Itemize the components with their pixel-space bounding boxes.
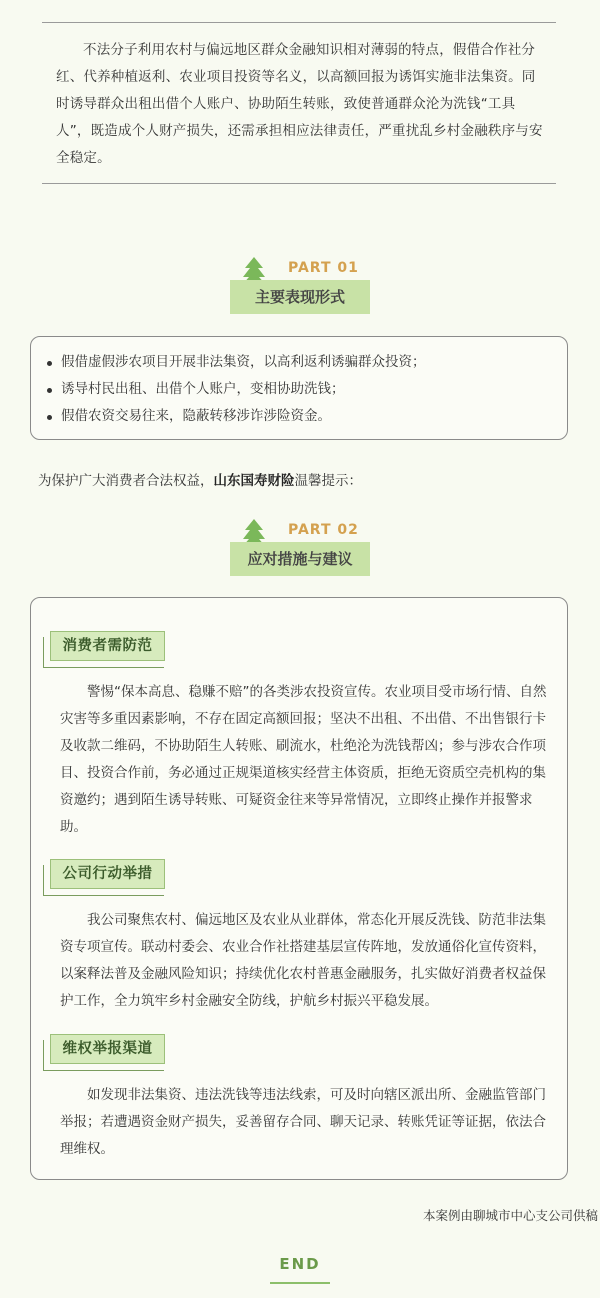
notice-line [38,469,362,489]
list-item: 诱导村民出租、出借个人账户，变相协助洗钱； [61,376,567,403]
section-company-header [43,859,167,897]
section-consumer-title: 消费者需防范 [50,631,165,661]
list-item: 假借虚假涉农项目开展非法集资，以高利返利诱骗群众投资； [61,349,567,376]
section-consumer-text: 警惕“保本高息、稳赚不赔”的各类涉农投资宣传。农业项目受市场行情、自然灾害等多重因素影响，不存在固定高额回报；坚决不出租、不出借、不出售银行卡及收款二维码，不协助陌生人转账、刷流水，杜绝沦为洗钱帮凶；参与涉农合作项目、投资合作前，务必通过正规渠道核实经营主体资质，拒绝无资质空壳机构的集资邀约；遇到陌生诱导转账、可疑资金往来等异常情况，立即终止操作并报警求助。 [60,684,547,835]
part-01-number: PART 01 [288,260,359,276]
notice-suffix: 温馨提示： [294,473,362,489]
end-underline [270,1282,330,1284]
part-01-title: 主要表现形式 [230,280,370,314]
part-01-box [30,336,568,440]
section-report-text: 如发现非法集资、违法洗钱等违法线索，可及时向辖区派出所、金融监管部门举报；若遭遇资金财产损失，妥善留存合同、聊天记录、转账凭证等证据，依法合理维权。 [60,1087,546,1157]
part-02-number: PART 02 [288,522,359,538]
intro-paragraph: 不法分子利用农村与偏远地区群众金融知识相对薄弱的特点，假借合作社分红、代养种植返利、农业项目投资等名义，以高额回报为诱饵实施非法集资。同时诱导群众出租出借个人账户、协助陌生转账，致使普通群众沦为洗钱“工具人”，既造成个人财产损失，还需承担相应法律责任，严重扰乱乡村金融秩序与安全稳定。 [56,42,543,166]
credit-line: 本案例由聊城市中心支公司供稿 [422,1208,598,1223]
top-divider [42,22,556,23]
notice-prefix: 为保护广大消费者合法权益， [38,473,214,489]
part-02-header [230,518,370,580]
part-01-list [31,337,567,430]
section-report-header [43,1034,167,1072]
section-company-title: 公司行动举措 [50,859,165,889]
list-item: 假借农资交易往来，隐蔽转移涉诈涉险资金。 [61,403,567,430]
end-label: END [279,1255,321,1273]
notice-company: 山东国寿财险 [213,473,295,489]
section-company-text: 我公司聚焦农村、偏远地区及农业从业群体，常态化开展反洗钱、防范非法集资专项宣传。联动村委会、农业合作社搭建基层宣传阵地，发放通俗化宣传资料，以案释法普及金融风险知识；持续优化农村普惠金融服务，扎实做好消费者权益保护工作，全力筑牢乡村金融安全防线，护航乡村振兴平稳发展。 [60,912,546,1009]
intro-divider [42,183,556,184]
section-report-title: 维权举报渠道 [50,1034,165,1064]
part-02-title: 应对措施与建议 [230,542,370,576]
section-consumer-header [43,631,167,669]
part-01-header [230,256,370,318]
